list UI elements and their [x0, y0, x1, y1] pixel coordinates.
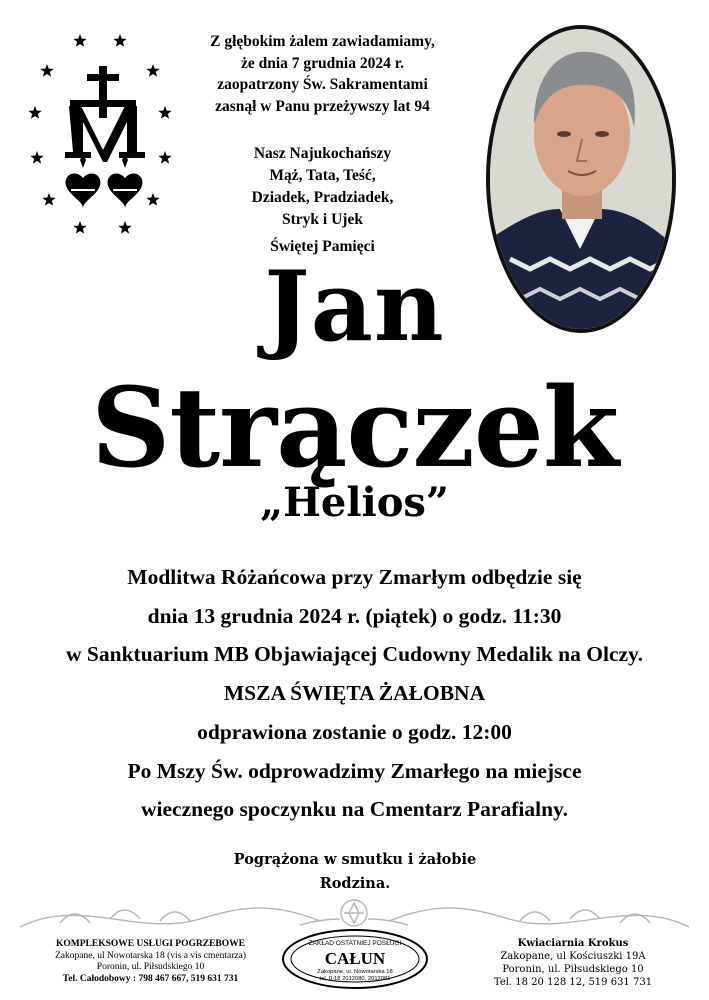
star-icon [118, 221, 131, 234]
ceremony-details [0, 558, 709, 829]
family-line: Nasz Najukochańszy [253, 145, 392, 162]
deceased-nickname: „Helios” [260, 479, 449, 526]
star-icon [28, 106, 41, 119]
memory-label: Świętej Pamięci [270, 238, 375, 255]
logo-bottom-text: Zakopane, ul. Nowotarska 18 [317, 969, 393, 975]
logo-name: CAŁUN [324, 949, 386, 968]
intro-line: zaopatrzony Św. Sakramentami [217, 76, 428, 93]
star-icon [158, 151, 171, 164]
ceremony-line: Po Mszy Św. odprowadzimy Zmarłego na miejsce [127, 758, 582, 783]
footer-left-line: Zakopane, ul Nowotarska 18 (vis a vis cmentarza) [55, 950, 246, 961]
star-icon [73, 221, 86, 234]
footer-right-line: Poronin, ul. Piłsudskiego 10 [502, 964, 644, 975]
ceremony-line: Modlitwa Różańcowa przy Zmarłym odbędzie się [127, 565, 582, 589]
footer-left-line: Poronin, ul. Piłsudskiego 10 [96, 962, 205, 972]
star-icon [73, 34, 86, 47]
closing-signature [150, 848, 560, 896]
deceased-first-name: Jan [264, 250, 445, 363]
footer-right-line: Kwiaciarnia Krokus [517, 938, 629, 949]
footer-right-line: Zakopane, ul Kościuszki 19A [500, 951, 646, 962]
closing-line: Rodzina. [319, 875, 391, 892]
calun-logo [280, 928, 430, 990]
miraculous-medal-symbol [25, 28, 185, 243]
family-line: Dziadek, Pradziadek, [251, 189, 394, 206]
star-icon [30, 151, 43, 164]
ceremony-line: MSZA ŚWIĘTA ŻAŁOBNA [223, 681, 486, 706]
intro-line: zasnął w Panu przeżywszy lat 94 [215, 97, 430, 115]
ceremony-line: dnia 13 grudnia 2024 r. (piątek) o godz. 11:30 [147, 603, 562, 628]
family-line: Mąż, Tata, Teść, [269, 167, 376, 184]
footer-left-line: KOMPLEKSOWE USŁUGI POGRZEBOWE [56, 939, 245, 949]
ceremony-line: odprawiona zostanie o godz. 12:00 [197, 719, 512, 744]
funeral-service-contact [18, 939, 283, 985]
family-line: Stryk i Ujek [282, 211, 363, 228]
star-icon [40, 64, 53, 77]
ceremony-line: wiecznego spoczynku na Cmentarz Parafialny. [141, 797, 568, 822]
star-icon-group [28, 34, 171, 234]
footer-left-line: Tel. Całodobowy : 798 467 667, 519 631 731 [62, 973, 239, 984]
deceased-last-name: Strączek [90, 363, 619, 492]
star-icon [158, 106, 171, 119]
intro-line: Z głębokim żalem zawiadamiamy, [210, 33, 435, 50]
closing-line: Pogrążona w smutku i żałobie [233, 851, 477, 868]
family-relations [230, 143, 415, 231]
florist-contact [448, 937, 698, 989]
star-icon [146, 193, 159, 206]
star-icon [42, 193, 55, 206]
logo-top-text: ZAKŁAD OSTATNIEJ POSŁUGI [308, 940, 402, 947]
sacred-hearts-icon [66, 154, 143, 208]
logo-bottom-text: tel. 0-18 2012080, 2012081 [319, 976, 391, 982]
announcement-intro [195, 31, 450, 117]
cross-and-m-icon [65, 66, 145, 162]
star-icon [146, 64, 159, 77]
star-icon [113, 34, 126, 47]
intro-line: że dnia 7 grudnia 2024 r. [240, 54, 405, 72]
footer-right-line: Tel. 18 20 128 12, 519 631 731 [493, 977, 653, 988]
ceremony-line: w Sanktuarium MB Objawiającej Cudowny Medalik na Olczy. [66, 642, 643, 667]
